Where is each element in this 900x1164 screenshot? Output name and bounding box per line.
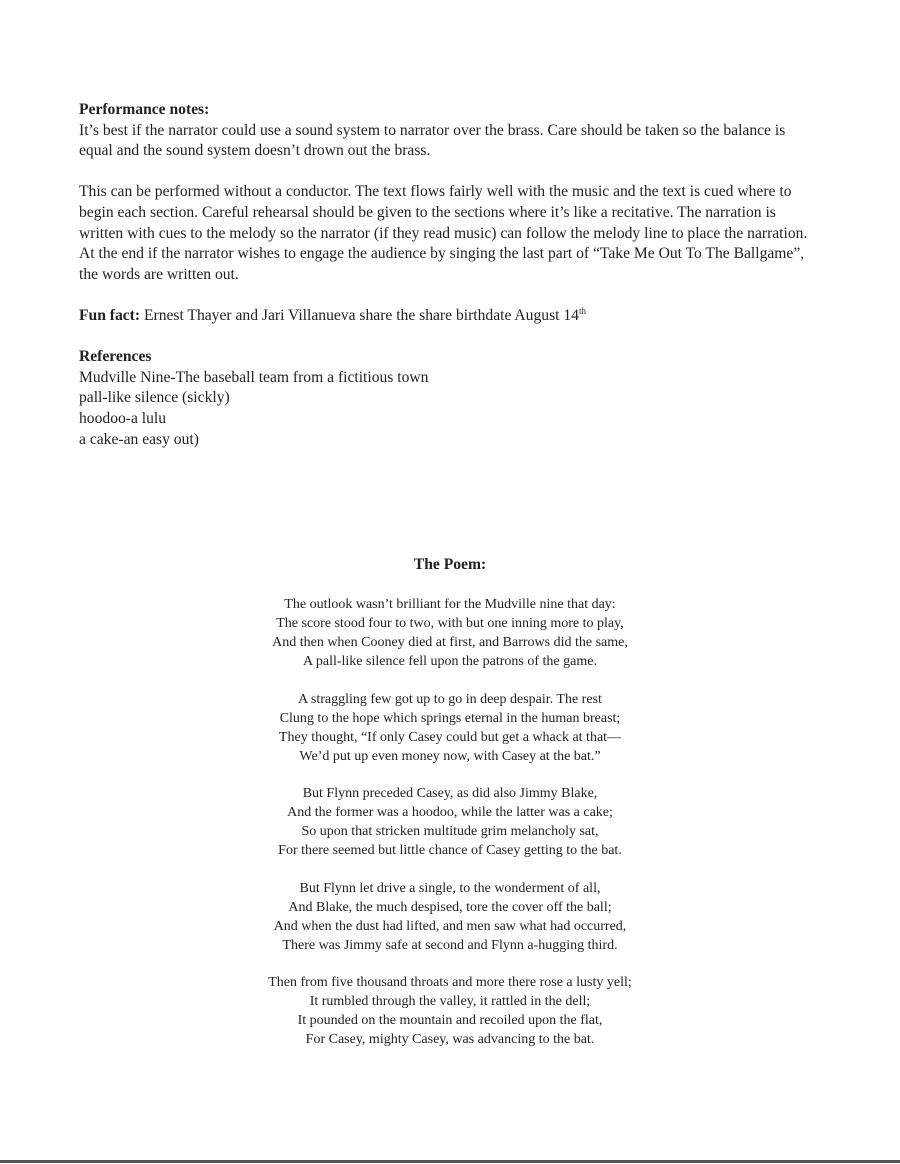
poem-line: For there seemed but little chance of Casey getting to the bat. xyxy=(278,843,622,858)
performance-notes-paragraph-1: It’s best if the narrator could use a sound system to narrator over the brass. Care should be taken so the balance is equal and the sound system doesn’t drown out the brass. xyxy=(79,121,786,160)
paragraph-gap xyxy=(79,327,819,348)
poem-line: So upon that stricken multitude grim melancholy sat, xyxy=(301,824,599,839)
paragraph-gap xyxy=(79,285,819,306)
poem-line: A straggling few got up to go in deep despair. The rest xyxy=(298,691,602,707)
poem-line: And when the dust had lifted, and men saw what had occurred, xyxy=(273,918,627,934)
poem-line: Clung to the hope which springs eternal in the human breast; xyxy=(279,710,621,726)
poem-line: There was Jimmy safe at second and Flynn a-hugging third. xyxy=(282,937,618,953)
fun-fact-label: Fun fact: xyxy=(79,306,141,324)
poem-line: It rumbled through the valley, it rattled in the dell; xyxy=(309,994,591,1009)
performance-notes-heading: Performance notes: xyxy=(79,101,210,118)
poem-line: For Casey, mighty Casey, was advancing to the bat. xyxy=(305,1032,595,1047)
poem-line: A pall-like silence fell upon the patrons of the game. xyxy=(303,654,597,669)
poem-stanza xyxy=(0,595,900,671)
poem-line: We’d put up even money now, with Casey at the bat.” xyxy=(299,748,601,764)
poem-title: The Poem: xyxy=(413,556,487,573)
poem-stanza xyxy=(0,973,900,1049)
poem-body xyxy=(0,595,900,1068)
performance-notes-paragraph-2: This can be performed without a conductor. The text flows fairly well with the music and the text is cued where to begin each section. Careful rehearsal should be given to the sections where it’s like a recitative. The narration is written with cues to the melody so the narrator (if they read music) can follow the melody line to place the narration. At the end if the narrator wishes to engage the audience by singing the last part of “Take Me Out To The Ballgame”, the words are written out. xyxy=(79,183,808,283)
poem-line: But Flynn let drive a single, to the wonderment of all, xyxy=(299,880,601,896)
fun-fact-superscript: th xyxy=(578,305,586,316)
poem-stanza xyxy=(0,784,900,860)
notes-section xyxy=(79,100,819,450)
poem-line: But Flynn preceded Casey, as did also Jimmy Blake, xyxy=(302,786,598,801)
poem-line: The score stood four to two, with but one inning more to play, xyxy=(276,616,624,631)
poem-line: They thought, “If only Casey could but get a whack at that— xyxy=(278,729,622,745)
poem-line: Then from five thousand throats and more there rose a lusty yell; xyxy=(268,975,632,990)
references-heading: References xyxy=(79,348,152,366)
paragraph-gap xyxy=(79,162,819,183)
reference-item: hoodoo-a lulu xyxy=(79,409,167,427)
fun-fact xyxy=(79,306,819,327)
poem-line: It pounded on the mountain and recoiled upon the flat, xyxy=(297,1013,603,1028)
fun-fact-text: Ernest Thayer and Jari Villanueva share the share birthdate August 14 xyxy=(140,306,579,324)
poem-line: And then when Cooney died at first, and Barrows did the same, xyxy=(272,635,628,650)
page-bottom-border xyxy=(0,1160,900,1163)
poem-line: The outlook wasn’t brilliant for the Mudville nine that day: xyxy=(284,597,616,612)
reference-item: pall-like silence (sickly) xyxy=(79,389,230,407)
reference-item: Mudville Nine-The baseball team from a fictitious town xyxy=(79,368,429,386)
poem-stanza xyxy=(0,879,900,955)
poem-stanza xyxy=(0,690,900,766)
poem-line: And the former was a hoodoo, while the latter was a cake; xyxy=(287,805,613,820)
poem-line: And Blake, the much despised, tore the cover off the ball; xyxy=(288,899,612,915)
reference-item: a cake-an easy out) xyxy=(79,430,199,448)
